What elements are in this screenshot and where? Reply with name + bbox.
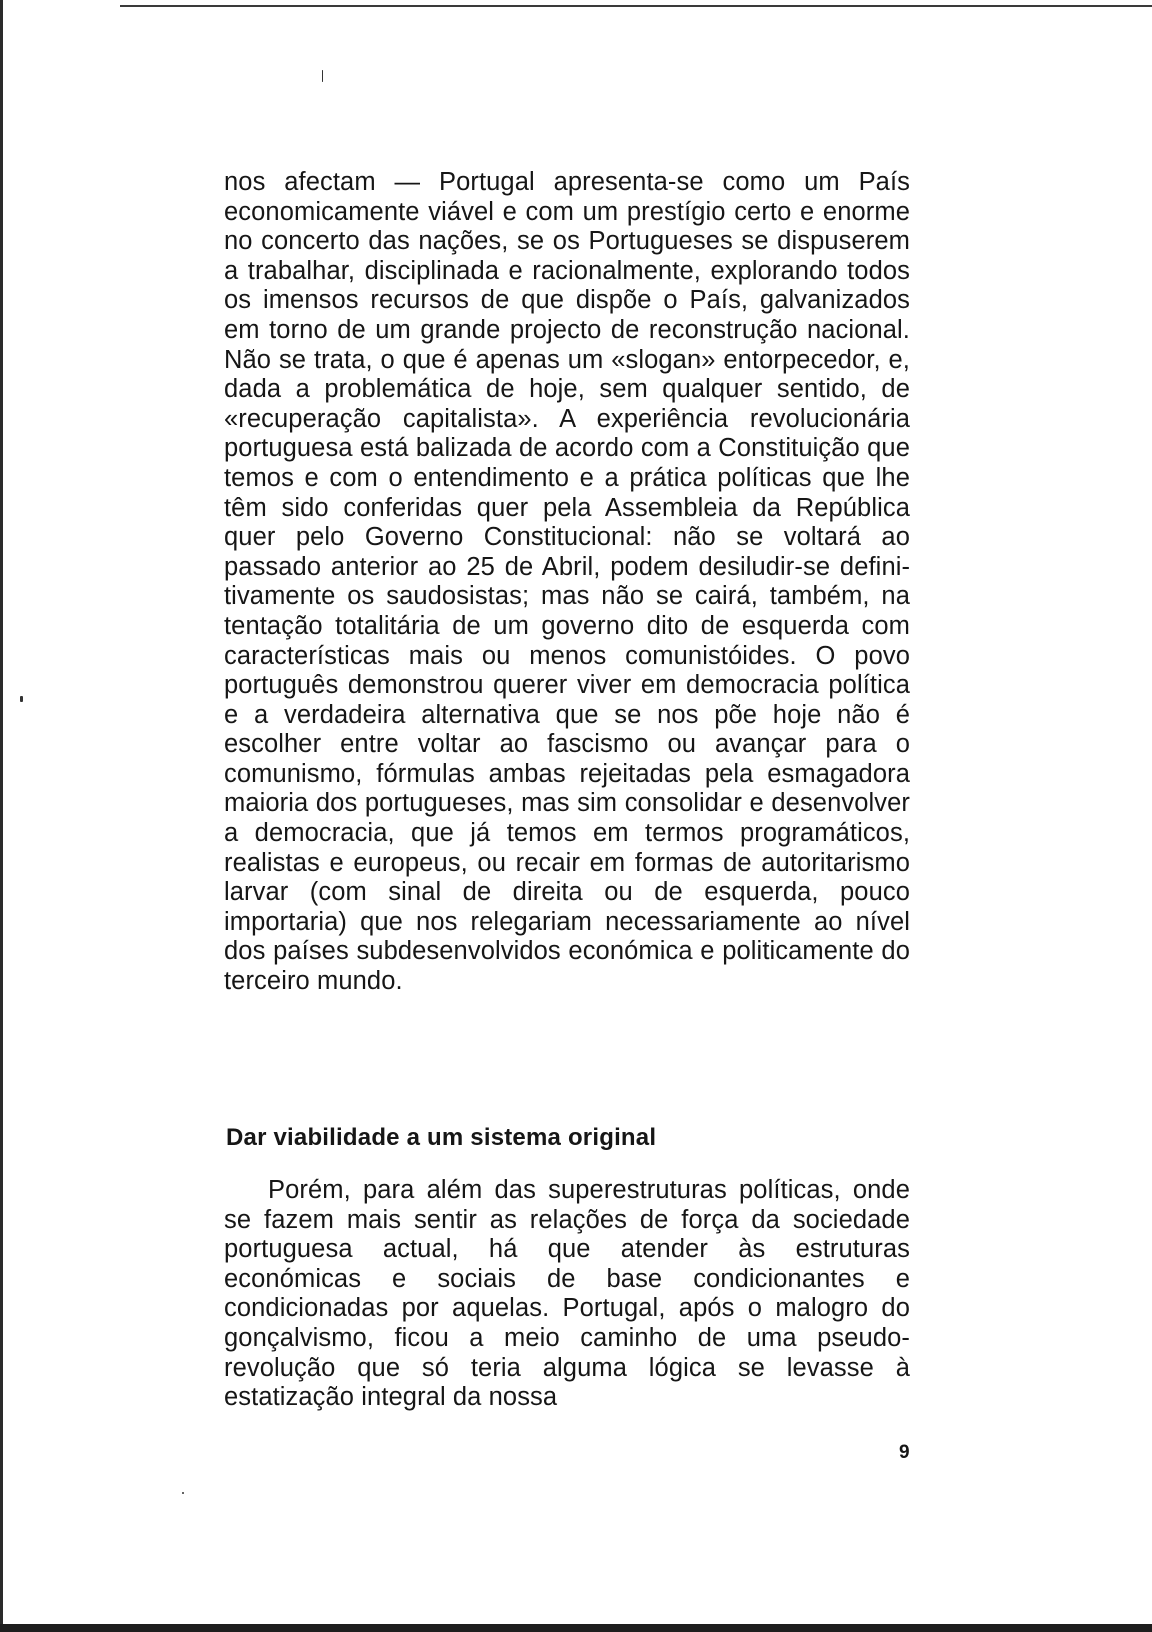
scan-speck: [322, 70, 323, 82]
scan-left-edge: [0, 0, 3, 1632]
section-heading: Dar viabilidade a um sistema original: [226, 1124, 657, 1151]
scan-speck: [182, 1492, 184, 1494]
page-number: 9: [899, 1442, 910, 1463]
scan-speck: [20, 696, 23, 702]
body-paragraph-2: Porém, para além das superestruturas políticas, onde se fazem mais sentir as relações de força da sociedade portuguesa actual, há que atender às estruturas económicas e sociais de base condicionantes e condicionadas por aquelas. Portugal, após o malogro do gonçalvismo, ficou a meio caminho de uma pseudo-revolução que só teria alguma lógica se levasse à estatização integral da nossa: [224, 1176, 910, 1412]
scan-top-edge: [120, 5, 1152, 7]
scan-bottom-edge: [0, 1624, 1152, 1632]
body-paragraph-1: nos afectam — Portugal apresenta-se como um País economicamente viável e com um prestígio certo e enorme no concerto das nações, se os Portugueses se dispuserem a trabalhar, disciplinada e racionalmente, explorando todos os imensos recursos de que dispõe o País, galvanizados em torno de um grande projecto de reconstrução nacional. Não se trata, o que é apenas um «slogan» entorpecedor, e, dada a problemática de hoje, sem qualquer sentido, de «recuperação capitalista». A experiência revolucionária portuguesa está balizada de acordo com a Constituição que temos e com o entendimento e a prática políticas que lhe têm sido conferidas quer pela Assembleia da República quer pelo Governo Constitucional: não se voltará ao passado anterior ao 25 de Abril, podem desiludir-se definitivamente os saudosistas; mas não se cairá, também, na tentação totalitária de um governo dito de esquerda com características mais ou menos comunistóides. O povo português demonstrou querer viver em democracia política e a verdadeira alternativa que se nos põe hoje não é escolher entre voltar ao fascismo ou avançar para o comunismo, fórmulas ambas rejeitadas pela esmagadora maioria dos portugueses, mas sim consolidar e desenvolver a democracia, que já temos em termos programáticos, realistas e europeus, ou recair em formas de autoritarismo larvar (com sinal de direita ou de esquerda, pouco importaria) que nos relegariam necessariamente ao nível dos países subdesenvolvidos económica e politicamente do terceiro mundo.: [224, 168, 910, 996]
